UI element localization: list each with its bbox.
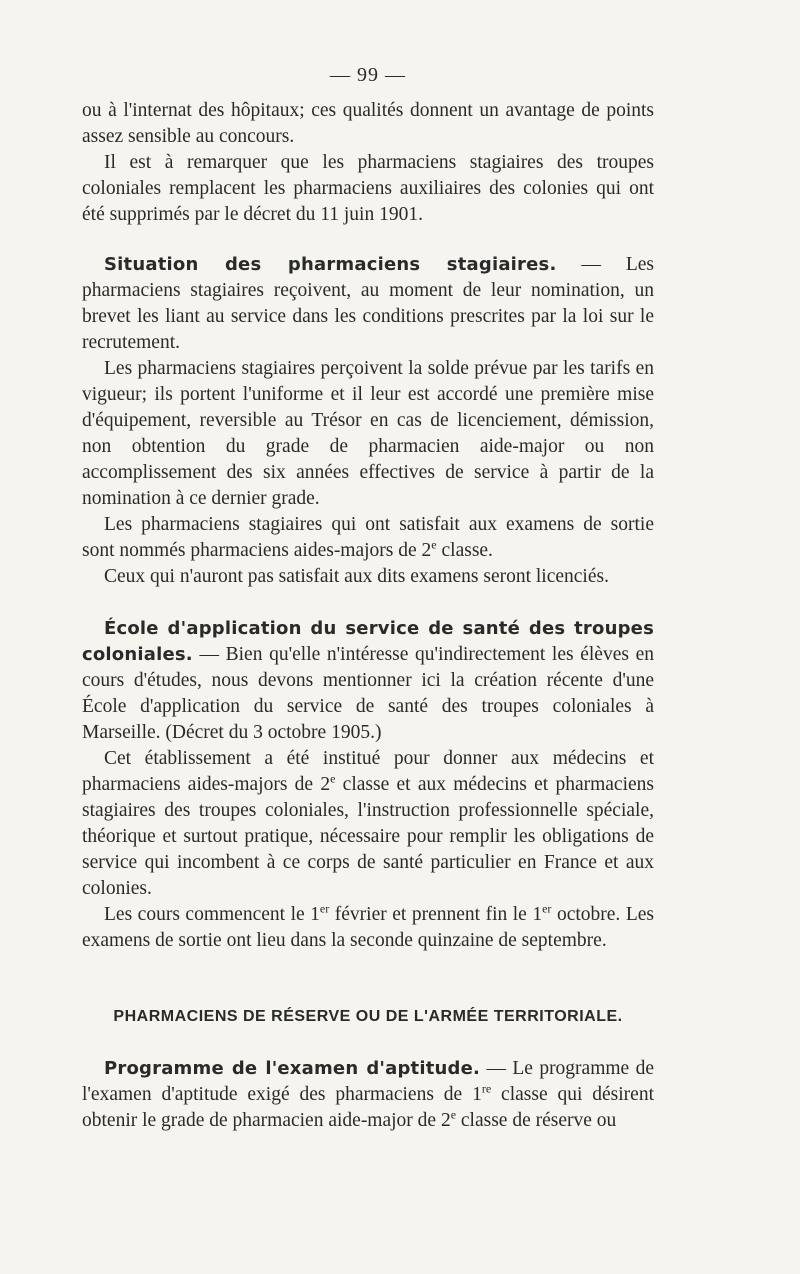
ecole-etablissement-text: Cet établissement a été institué pour donner aux médecins et pharmaciens aides-majors de 2 [82, 748, 654, 795]
ecole-heading: École d'application du service de santé des troupes coloniales. [82, 618, 654, 665]
ecole-cours-text: Les cours commencent le 1 [104, 904, 320, 925]
section-gap [82, 590, 654, 616]
ecole-cours-text-middle: février et prennent fin le 1 [329, 904, 543, 925]
superscript: re [481, 1081, 492, 1096]
situation-heading: Situation des pharmaciens stagiaires. [104, 254, 557, 275]
situation-nomination-text-end: classe. [436, 540, 493, 561]
situation-paragraph [82, 252, 654, 356]
intro-paragraph-continued: ou à l'internat des hôpitaux; ces qualités donnent un avantage de points assez sensible au concours. [82, 100, 654, 147]
reserve-text-middle: classe qui désirent obtenir le grade de pharmacien aide-major de 2 [82, 1084, 654, 1131]
reserve-text: — Le programme de l'examen d'aptitude exigé des pharmaciens de 1 [82, 1058, 654, 1105]
superscript: e [450, 1107, 457, 1122]
superscript: e [330, 771, 336, 786]
ecole-paragraph [82, 616, 654, 746]
page-number: — 99 — [330, 64, 406, 86]
situation-heading-text: — Les pharmaciens stagiaires reçoivent, au moment de leur nomination, un brevet les liant au service dans les conditions prescrites par la loi sur le recrutement. [82, 254, 655, 353]
ecole-cours-text-end: octobre. Les examens de sortie ont lieu dans la seconde quinzaine de septembre. [82, 904, 654, 951]
superscript: er [542, 901, 552, 916]
ecole-cours-paragraph [82, 902, 654, 954]
situation-nomination-text: Les pharmaciens stagiaires qui ont satisfait aux examens de sortie sont nommés pharmaciens aides-majors de 2 [82, 514, 654, 561]
section-gap [82, 228, 654, 252]
superscript: e [431, 537, 437, 552]
document-page [82, 62, 654, 1134]
ecole-heading-text: — Bien qu'elle n'intéresse qu'indirectement les élèves en cours d'études, nous devons mentionner ici la création récente d'une École d'application du service de santé des troupes coloniales à Marseille. (Décret du 3 octobre 1905.) [82, 644, 654, 743]
intro-paragraph: Il est à remarquer que les pharmaciens stagiaires des troupes coloniales remplacent les pharmaciens auxiliaires des colonies qui ont été supprimés par le décret du 11 juin 1901. [82, 152, 654, 225]
reserve-paragraph [82, 1056, 654, 1134]
superscript: er [319, 901, 330, 916]
reserve-text-end: classe de réserve ou [456, 1110, 617, 1131]
reserve-section-title: PHARMACIENS DE RÉSERVE OU DE L'ARMÉE TERRITORIALE. [113, 1008, 623, 1025]
situation-licencies-paragraph: Ceux qui n'auront pas satisfait aux dits examens seront licenciés. [104, 566, 609, 587]
situation-solde-paragraph: Les pharmaciens stagiaires perçoivent la solde prévue par les tarifs en vigueur; ils portent l'uniforme et il leur est accordé une première mise d'équipement, reversible au Trésor en cas de licenciement, démission, non obtention du grade de pharmacien aide-major ou non accomplissement des six années effectives de service à partir de la nomination à ce dernier grade. [82, 358, 654, 509]
ecole-etablissement-paragraph [82, 746, 654, 902]
situation-nomination-paragraph [82, 512, 654, 564]
reserve-heading: Programme de l'examen d'aptitude. [104, 1058, 481, 1079]
ecole-etablissement-text-end: classe et aux médecins et pharmaciens stagiaires des troupes coloniales, l'instruction professionnelle spéciale, théorique et surtout pratique, nécessaire pour remplir les obligations de service qui incombent à ce corps de santé particulier en France et aux colonies. [82, 774, 654, 899]
